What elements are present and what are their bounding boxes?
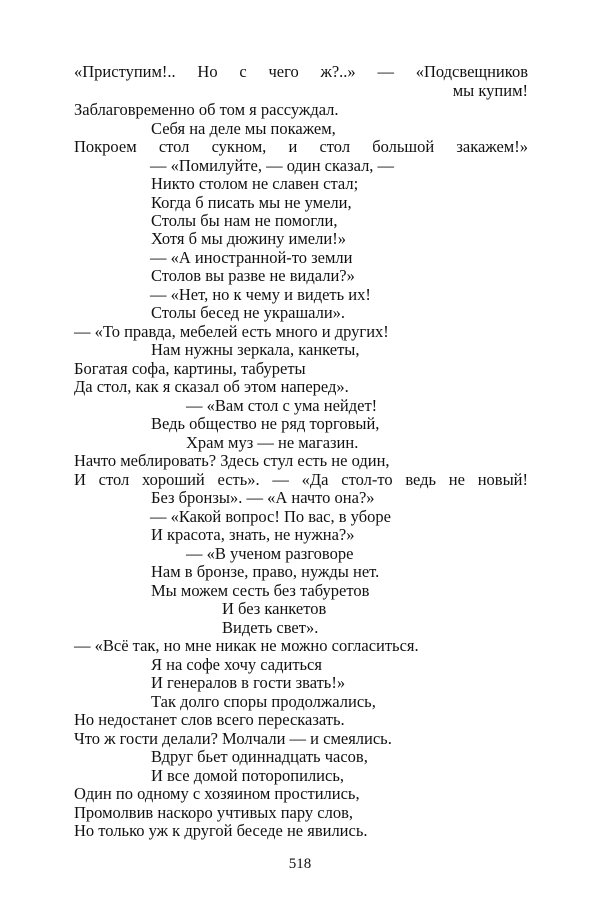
poem-line: Я на софе хочу садиться: [151, 655, 322, 674]
poem-line: Так долго споры продолжались,: [151, 692, 376, 711]
poem-line: И генералов в гости звать!»: [151, 673, 346, 692]
poem-line: Хотя б мы дюжину имели!»: [151, 229, 346, 248]
poem-line: Промолвив наскоро учтивых пару слов,: [74, 803, 354, 822]
poem-line: Начто меблировать? Здесь стул есть не один,: [74, 451, 390, 470]
poem-line: «Приступим!.. Но с чего ж?..» — «Подсвещников: [74, 62, 528, 81]
poem-line: Нам нужны зеркала, канкеты,: [151, 340, 360, 359]
poem-line: Храм муз — не магазин.: [186, 433, 359, 452]
poem-line: — «То правда, мебелей есть много и других!: [74, 322, 389, 341]
poem-line: Вдруг бьет одиннадцать часов,: [151, 747, 368, 766]
poem-line: Богатая софа, картины, табуреты: [74, 359, 306, 378]
poem-line: Да стол, как я сказал об этом наперед».: [74, 377, 349, 396]
poem-line: И стол хороший есть». — «Да стол-то ведь не новый!: [74, 470, 528, 489]
poem-line: Один по одному с хозяином простились,: [74, 784, 360, 803]
poem-line: И без канкетов: [222, 599, 327, 618]
poem-line: Нам в бронзе, право, нужды нет.: [151, 562, 380, 581]
poem-line: Но недостанет слов всего пересказать.: [74, 710, 345, 729]
poem-line: — «Всё так, но мне никак не можно согласиться.: [74, 636, 419, 655]
poem-line: Что ж гости делали? Молчали — и смеялись.: [74, 729, 392, 748]
poem-line: Видеть свет».: [222, 618, 319, 637]
poem-line: — «Какой вопрос! По вас, в уборе: [150, 507, 391, 526]
page-number: 518: [288, 856, 312, 872]
poem-line: — «Помилуйте, — один сказал, —: [150, 156, 395, 175]
poem-line: И красота, знать, не нужна?»: [151, 525, 355, 544]
poem-line: Столы бесед не украшали».: [151, 303, 346, 322]
poem-line: Без бронзы». — «А начто она?»: [151, 488, 375, 507]
poem-line: Мы можем сесть без табуретов: [151, 581, 370, 600]
poem-line: — «Нет, но к чему и видеть их!: [150, 285, 371, 304]
poem-line: Ведь общество не ряд торговый,: [151, 414, 380, 433]
poem-line: Столы бы нам не помогли,: [151, 211, 338, 230]
poem-line: Заблаговременно об том я рассуждал.: [74, 100, 339, 119]
poem-line: — «Вам стол с ума нейдет!: [186, 396, 378, 415]
poem-line: И все домой поторопились,: [151, 766, 344, 785]
poem-line: Столов вы разве не видали?»: [151, 266, 355, 285]
poem-line: Себя на деле мы покажем,: [151, 119, 336, 138]
poem-line: Когда б писать мы не умели,: [151, 193, 352, 212]
poem-line: Никто столом не славен стал;: [151, 174, 359, 193]
poem-line: — «А иностранной-то земли: [150, 248, 353, 267]
poem-line: мы купим!: [452, 81, 528, 100]
poem-line: Покроем стол сукном, и стол большой закажем!»: [74, 137, 528, 156]
poem-line: — «В ученом разговоре: [186, 544, 354, 563]
poem-line: Но только уж к другой беседе не явились.: [74, 821, 368, 840]
